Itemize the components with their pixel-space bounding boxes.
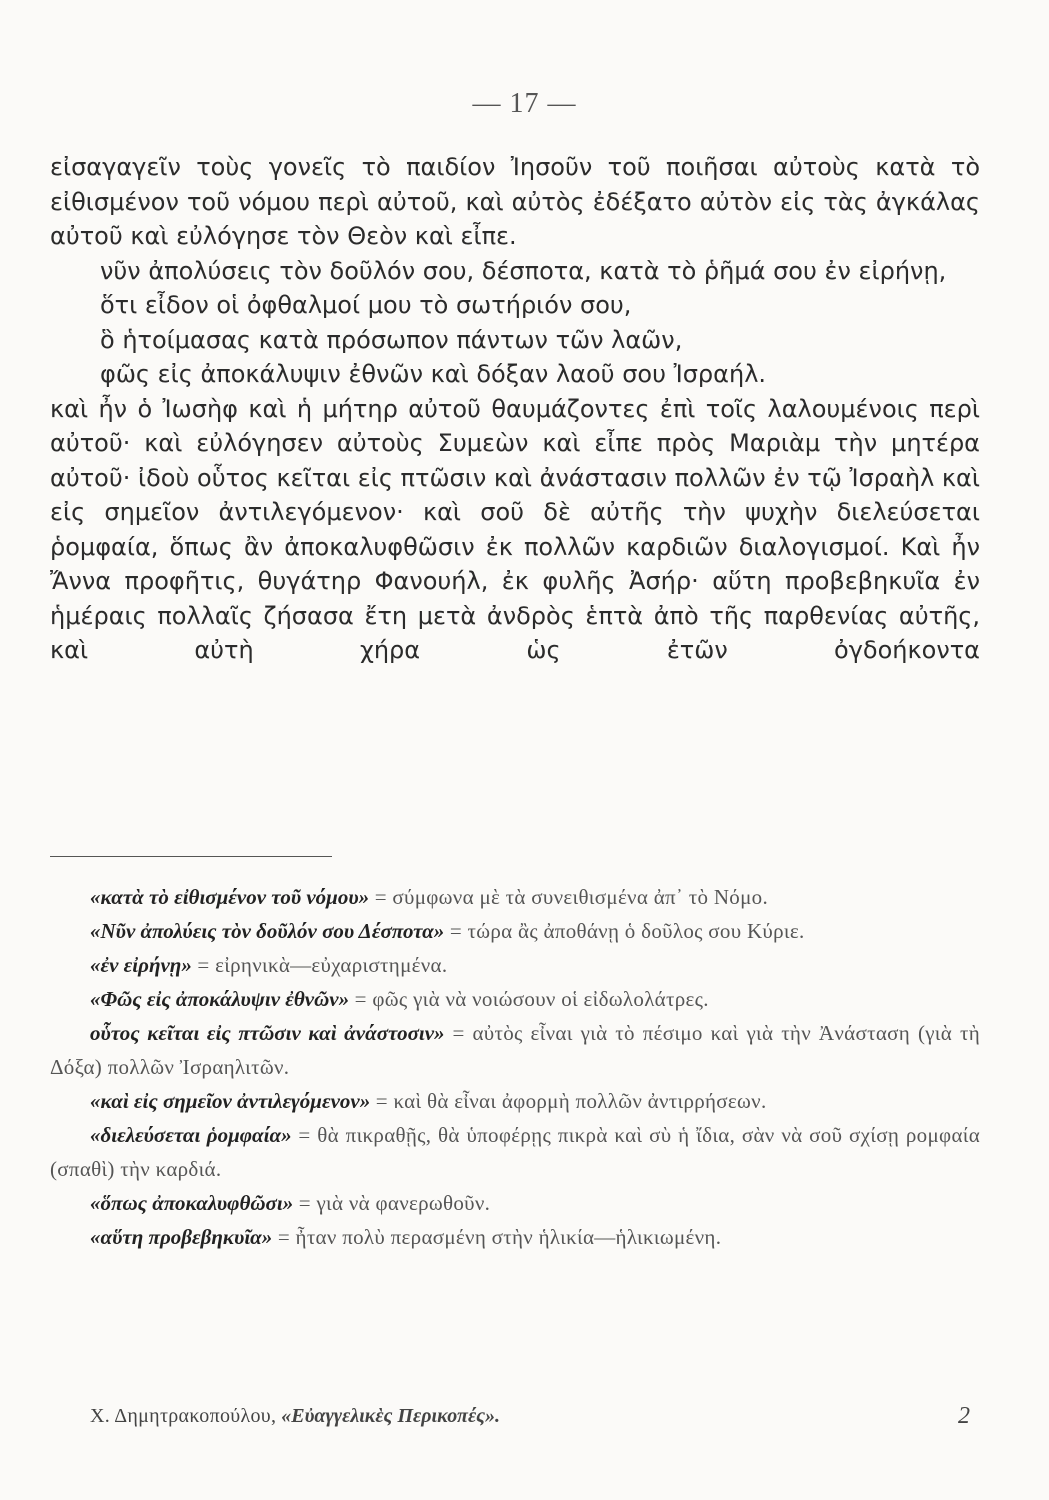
footnote	[50, 914, 980, 948]
footnote-gloss: = θὰ πικραθῇς, θὰ ὑποφέρῃς πικρὰ καὶ σὺ ἡ ἴδια, σὰν νὰ σοῦ σχίσῃ ρομφαία (σπαθὶ) τὴν καρδιά.	[50, 1123, 980, 1181]
footnote-term: «Νῦν ἀπολύεις τὸν δοῦλόν σου Δέσποτα»	[90, 919, 445, 943]
footnote-divider	[50, 856, 332, 857]
footnote-gloss: = εἰρηνικὰ—εὐχαριστημένα.	[191, 953, 448, 977]
footer-book-title: «Εὐαγγελικὲς Περικοπές».	[281, 1405, 501, 1427]
footnote-term: «αὕτη προβεβηκυῖα»	[90, 1225, 273, 1249]
main-text	[50, 150, 980, 668]
verse-line-3: ὃ ἡτοίμασας κατὰ πρόσωπον πάντων τῶν λαῶν,	[100, 325, 683, 354]
footer-author: Χ. Δημητρακοπούλου,	[90, 1405, 277, 1427]
footnote	[50, 880, 980, 914]
footnote-gloss: = φῶς γιὰ νὰ νοιώσουν οἱ εἰδωλολάτρες.	[349, 987, 709, 1011]
footnote-term: «καὶ εἰς σημεῖον ἀντιλεγόμενον»	[90, 1089, 371, 1113]
footnote	[50, 1118, 980, 1186]
sheet-number: 2	[958, 1403, 970, 1429]
footnote-term: οὗτος κεῖται εἰς πτῶσιν καὶ ἀνάστοσιν»	[90, 1021, 445, 1045]
footnote	[50, 1186, 980, 1220]
footnote-gloss: = αὐτὸς εἶναι γιὰ τὸ πέσιμο καὶ γιὰ τὴν Ἀνάσταση (γιὰ τὴ Δόξα) πολλῶν Ἰσραηλιτῶν.	[50, 1021, 980, 1079]
footnote-term: «διελεύσεται ῥομφαία»	[90, 1123, 292, 1147]
footnote	[50, 948, 980, 982]
page-footer	[90, 1405, 970, 1428]
verse-line-1: νῦν ἀπολύσεις τὸν δοῦλόν σου, δέσποτα, κατὰ τὸ ῥῆμά σου ἐν εἰρήνῃ,	[100, 256, 947, 285]
narrative-paragraph: καὶ ἦν ὁ Ἰωσὴφ καὶ ἡ μήτηρ αὐτοῦ θαυμάζοντες ἐπὶ τοῖς λαλουμένοις περὶ αὐτοῦ· καὶ εὐλόγησεν αὐτοὺς Συμεὼν καὶ εἶπε πρὸς Μαριὰμ τὴν μητέρα αὐτοῦ· ἰδοὺ οὗτος κεῖται εἰς πτῶσιν καὶ ἀνάστασιν πολλῶν ἐν τῷ Ἰσραὴλ καὶ εἰς σημεῖον ἀντιλεγόμενον· καὶ σοῦ δὲ αὐτῆς τὴν ψυχὴν διελεύσεται ῥομφαία, ὅπως ἂν ἀποκαλυφθῶσιν ἐκ πολλῶν καρδιῶν διαλογισμοί. Καὶ ἦν Ἄννα προφῆτις, θυγάτηρ Φανουήλ, ἐκ φυλῆς Ἀσήρ· αὕτη προβεβηκυῖα ἐν ἡμέραις πολλαῖς ζήσασα ἔτη μετὰ ἀνδρὸς ἑπτὰ ἀπὸ τῆς παρθενίας αὐτῆς, καὶ αὐτὴ χήρα ὡς ἐτῶν ὀγδοήκοντα	[50, 394, 980, 664]
footnote-gloss: = ἦταν πολὺ περασμένη στὴν ἡλικία—ἡλικιωμένη.	[272, 1225, 722, 1249]
footnote-gloss: = καὶ θὰ εἶναι ἀφορμὴ πολλῶν ἀντιρρήσεων.	[370, 1089, 767, 1113]
footnote	[50, 1220, 980, 1254]
verse-line-4: φῶς εἰς ἀποκάλυψιν ἐθνῶν καὶ δόξαν λαοῦ σου Ἰσραήλ.	[100, 360, 767, 388]
footnote-term: «Φῶς εἰς ἀποκάλυψιν ἐθνῶν»	[90, 987, 350, 1011]
footnote-gloss: = τώρα ἂς ἀποθάνῃ ὁ δοῦλος σου Κύριε.	[444, 919, 805, 943]
footnote	[50, 982, 980, 1016]
verse-line-2: ὅτι εἶδον οἱ ὀφθαλμοί μου τὸ σωτήριόν σου,	[100, 291, 632, 319]
footnote-term: «ἐν εἰρήνῃ»	[90, 953, 192, 977]
footnotes	[50, 880, 980, 1254]
footnote-gloss: = σύμφωνα μὲ τὰ συνειθισμένα ἀπ᾿ τὸ Νόμο.	[369, 885, 769, 909]
page-number: — 17 —	[472, 88, 577, 119]
footnote-gloss: = γιὰ νὰ φανερωθοῦν.	[293, 1191, 491, 1215]
footnote-term: «ὅπως ἀποκαλυφθῶσι»	[90, 1191, 294, 1215]
intro-paragraph: εἰσαγαγεῖν τοὺς γονεῖς τὸ παιδίον Ἰησοῦν τοῦ ποιῆσαι αὐτοὺς κατὰ τὸ εἰθισμένον τοῦ νόμου περὶ αὐτοῦ, καὶ αὐτὸς ἐδέξατο αὐτὸν εἰς τὰς ἀγκάλας αὐτοῦ καὶ εὐλόγησε τὸν Θεὸν καὶ εἶπε.	[50, 153, 980, 250]
footnote	[50, 1084, 980, 1118]
footnote	[50, 1016, 980, 1084]
footnote-term: «κατὰ τὸ εἰθισμένον τοῦ νόμου»	[90, 885, 370, 909]
